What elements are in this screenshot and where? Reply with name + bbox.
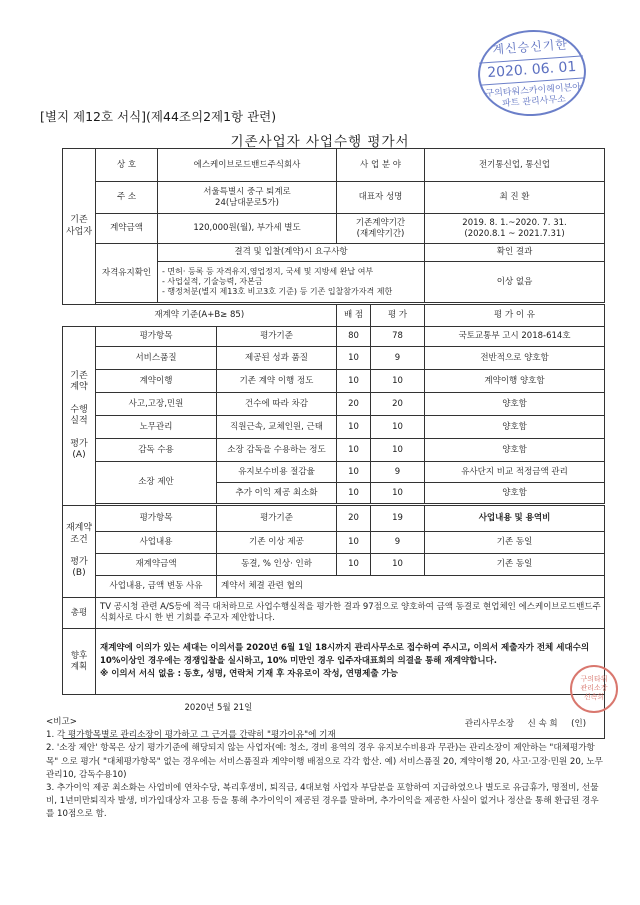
eval-b-reason: 기존 동일	[425, 554, 605, 576]
sign-name: 신 속 희	[527, 719, 558, 729]
remarks-section	[46, 716, 604, 822]
eval-a-eval: 20	[371, 393, 425, 416]
ceo-label: 대표자 성명	[337, 182, 425, 214]
eval-a-item: 서비스품질	[96, 347, 217, 370]
receipt-stamp-date: 2020. 06. 01	[479, 56, 584, 86]
eval-a-score: 10	[337, 347, 371, 370]
change-reason-value: 계약서 체결 관련 협의	[217, 576, 605, 598]
reason-col-header: 평 가 이 유	[425, 305, 605, 327]
eval-b-score: 10	[337, 554, 371, 576]
sign-seal-mark: (인)	[571, 719, 587, 729]
eval-a-eval: 10	[371, 416, 425, 439]
eval-b-criteria-header: 평가기준	[217, 506, 337, 532]
form-label: [별지 제12호 서식](제44조의2제1항 관련)	[40, 109, 277, 124]
remarks-item: 2. '소장 제안' 항목은 상기 평가기준에 해당되지 않는 사업자(예: 청소, 경비 용역의 경우 유지보수비용과 무관)는 관리소장이 제안하는 "대체평가항목" 으로 평가( "대체평가항목" 없는 경우에는 서비스품질과 계약이행 배점으로 각각 합산. 예) 서비스품질 20, 계약이행 20, 사고·고장·민원 20, 노무관리10, 감독수용10)	[46, 743, 603, 780]
eval-b-section-label: 재계약 조건 평가 (B)	[63, 506, 96, 598]
proposal-score: 10	[337, 483, 371, 504]
qualification-label: 자격유지확인	[96, 244, 158, 303]
eval-b-score: 10	[337, 532, 371, 554]
eval-a-score-total: 80	[337, 327, 371, 347]
eval-a-reason: 양호함	[425, 439, 605, 462]
eval-a-eval: 10	[371, 439, 425, 462]
qualification-result-header: 확인 결과	[425, 244, 605, 262]
eval-a-criteria: 기존 계약 이행 정도	[217, 370, 337, 393]
eval-a-reason: 계약이행 양호함	[425, 370, 605, 393]
eval-a-item-header: 평가항목	[96, 327, 217, 347]
score-col-header: 배 점	[337, 305, 371, 327]
red-seal-line: 관리소장	[580, 684, 608, 693]
eval-a-score: 20	[337, 393, 371, 416]
eval-a-score: 10	[337, 416, 371, 439]
proposal-criteria: 추가 이익 제공 최소화	[217, 483, 337, 504]
page-title: 기존사업자 사업수행 평가서	[230, 134, 410, 150]
remarks-item: 1. 각 평가항목별로 관리소장이 평가하고 그 근거를 간략히 "평가이유"에 기재	[46, 730, 336, 741]
eval-a-reason: 전반적으로 양호함	[425, 347, 605, 370]
eval-a-score: 10	[337, 439, 371, 462]
proposal-score: 10	[337, 462, 371, 483]
eval-a-reason: 양호함	[425, 393, 605, 416]
qualification-header: 결격 및 입찰(계약)시 요구사항	[158, 244, 425, 262]
address-label: 주 소	[96, 182, 158, 214]
eval-a-criteria: 건수에 따라 차감	[217, 393, 337, 416]
eval-a-reason-header: 국토교통부 고시 2018-614호	[425, 327, 605, 347]
eval-a-section-label: 기존 계약 수행 실적 평가 (A)	[63, 327, 96, 506]
eval-b-item: 사업내용	[96, 532, 217, 554]
change-reason-label: 사업내용, 금액 변동 사유	[96, 576, 217, 598]
proposal-reason: 양호함	[425, 483, 605, 504]
amount-label: 계약금액	[96, 214, 158, 244]
eval-a-eval-total: 78	[371, 327, 425, 347]
red-seal-line: 신속희	[583, 693, 605, 702]
period-label: 기존계약기간 (재계약기간)	[337, 214, 425, 244]
company-name: 에스케이브로드밴드주식회사	[158, 149, 337, 182]
business-label: 사 업 분 야	[337, 149, 425, 182]
ceo-value: 최 진 환	[425, 182, 605, 214]
eval-a-item: 감독 수용	[96, 439, 217, 462]
proposal-reason: 유사단지 비교 적정금액 관리	[425, 462, 605, 483]
business-value: 전기통신업, 통신업	[425, 149, 605, 182]
proposal-eval: 9	[371, 462, 425, 483]
eval-b-eval: 9	[371, 532, 425, 554]
review-text: TV 공시청 관련 A/S등에 적극 대처하므로 사업수행실적을 평가한 결과 97점으로 양호하여 금액 동결로 현업체인 에스케이브로드밴드주식회사로 다시 한 번 기회를 주고자 제안합니다.	[96, 598, 605, 629]
future-plan-label: 향후 계획	[63, 629, 96, 695]
rebid-criteria-header: 재계약 기준(A+B≥ 85)	[63, 305, 337, 327]
eval-a-item: 계약이행	[96, 370, 217, 393]
eval-b-reason: 기존 동일	[425, 532, 605, 554]
eval-b-eval: 10	[371, 554, 425, 576]
receipt-stamp-title: 계신승신기한	[492, 37, 569, 57]
existing-section-label: 기존 사업자	[63, 149, 96, 305]
receipt-stamp-office: 구의타워스카이헤이븐아파트 관리사무소	[485, 82, 582, 110]
remarks-title: <비고>	[46, 717, 78, 727]
eval-a-item: 사고,고장,민원	[96, 393, 217, 416]
future-plan-text: 재계약에 이의가 있는 세대는 이의서를 2020년 6월 1일 18시까지 관리사무소로 접수하여 주시고, 이의서 제출자가 전체 세대수의 10%이상인 경우에는 경쟁입찰을 실시하고, 10% 미만인 경우 입주자대표회의 의결을 통해 재계약합니다.	[100, 642, 590, 666]
eval-a-score: 10	[337, 370, 371, 393]
eval-b-item: 재계약금액	[96, 554, 217, 576]
eval-a-criteria: 직원근속, 교체인원, 근태	[217, 416, 337, 439]
review-label: 총평	[63, 598, 96, 629]
future-plan-note: ※ 이의서 서식 없음 : 동호, 성명, 연락처 기재 후 자유로이 작성, 연명제출 가능	[100, 669, 398, 680]
eval-b-criteria: 동결, % 인상· 인하	[217, 554, 337, 576]
eval-a-eval: 9	[371, 347, 425, 370]
eval-b-score-total: 20	[337, 506, 371, 532]
qualification-result: 이상 없음	[425, 262, 605, 303]
sign-role: 관리사무소장	[464, 719, 515, 729]
sign-date: 2020년 5월 21일	[184, 703, 253, 714]
eval-b-item-header: 평가항목	[96, 506, 217, 532]
eval-b-criteria: 기존 이상 제공	[217, 532, 337, 554]
evaluation-table	[62, 148, 605, 739]
receipt-stamp	[475, 26, 589, 119]
eval-b-reason-header: 사업내용 및 용역비	[425, 506, 605, 532]
address-value: 서울특별시 중구 퇴계로 24(남대문로5가)	[158, 182, 337, 214]
proposal-item: 소장 제안	[96, 462, 217, 504]
eval-a-item: 노무관리	[96, 416, 217, 439]
remarks-item: 3. 추가이익 제공 최소화는 사업비에 연차수당, 복리후생비, 퇴직금, 4대보험 사업자 부담분을 포함하여 지급하였으나 별도로 유급휴가, 명절비, 선물비, 1년미만퇴직자 발생, 비가입대상자 고용 등을 통해 추가이익이 제공된 경우를 말하며, 추가이익을 제공한 사실이 없거나 정산을 통해 환급된 경우를 10점으로 함.	[46, 783, 599, 820]
official-red-seal	[570, 665, 618, 713]
eval-col-header: 평 가	[371, 305, 425, 327]
amount-value: 120,000원(월), 부가세 별도	[158, 214, 337, 244]
proposal-eval: 10	[371, 483, 425, 504]
name-label: 상 호	[96, 149, 158, 182]
eval-b-eval-total: 19	[371, 506, 425, 532]
proposal-criteria: 유지보수비용 절감율	[217, 462, 337, 483]
eval-a-reason: 양호함	[425, 416, 605, 439]
eval-a-criteria-header: 평가기준	[217, 327, 337, 347]
red-seal-line: 구의타워	[580, 675, 608, 683]
qualification-items: - 면허· 등록 등 자격유지,영업정지, 국세 및 지방세 완납 여부 - 사업실적, 기술능력, 자본금 - 행정처분(별지 제13호 비고3호 기준) 등 기존 입찰참가자격 제한	[158, 262, 425, 303]
eval-a-criteria: 소장 감독을 수용하는 정도	[217, 439, 337, 462]
eval-a-eval: 10	[371, 370, 425, 393]
period-value: 2019. 8. 1.~2020. 7. 31. (2020.8.1 ~ 2021.7.31)	[425, 214, 605, 244]
eval-a-criteria: 제공된 성과 품질	[217, 347, 337, 370]
